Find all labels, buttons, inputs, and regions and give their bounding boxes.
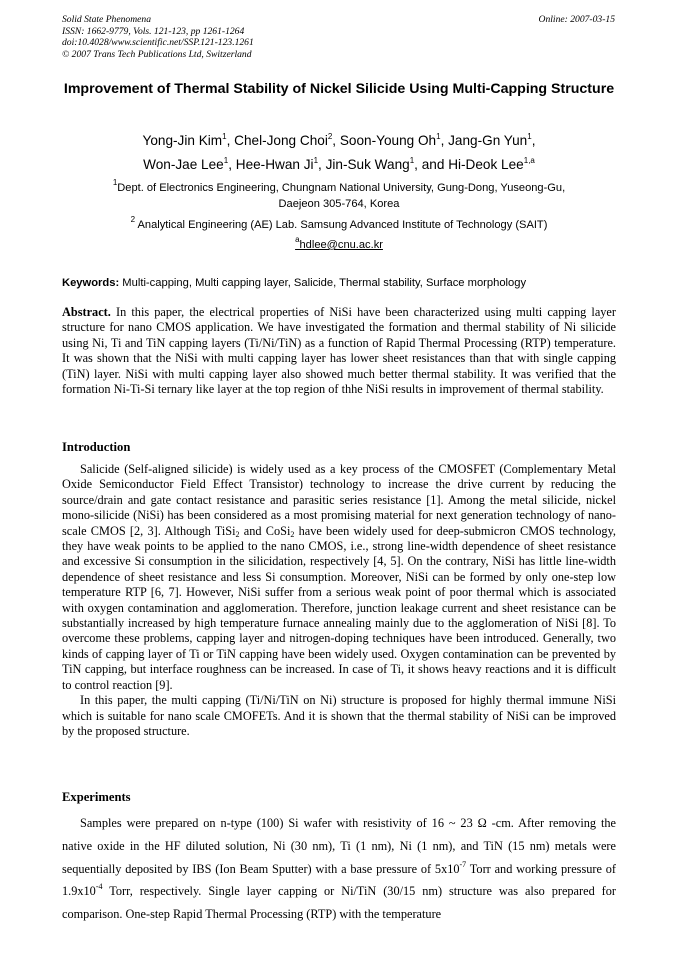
author: Soon-Young Oh [339,133,437,148]
experiments-heading: Experiments [62,790,131,804]
paper-title: Improvement of Thermal Stability of Nickel Silicide Using Multi-Capping Structure [63,81,615,97]
affiliation-2: $^2$ Analytical Engineering (AE) Lab. Samsung Advanced Institute of Technology (SAIT) [130,215,548,231]
keywords [62,276,616,291]
doi-line: doi:10.4028/www.scientific.net/SSP.121-123.1261 [62,37,254,49]
author: Hi-Deok Lee [448,157,524,172]
author-line-1: Yong-Jin Kim$^1$, Chel-Jong Choi$^2$, Soon-Young Oh$^1$, Jang-Gn Yun$^1$, [142,132,536,148]
email-link[interactable]: $^a$hdlee@cnu.ac.kr [295,235,383,251]
author-list [62,129,616,177]
copyright-line: © 2007 Trans Tech Publications Ltd, Switzerland [62,48,252,60]
author-line-2: Won-Jae Lee$^1$, Hee-Hwan Ji$^1$, Jin-Suk Wang$^1$, and Hi-Deok Lee$^{1,a}$ [143,156,535,172]
paragraph: Samples were prepared on n-type (100) Si wafer with resistivity of 16 ~ 23 Ω -cm. After removing the native oxide in the HF diluted solution, Ni (30 nm), Ti (1 nm), Ni (1 nm), and TiN (15 nm) metals were sequentially deposited by IBS (Ion Beam Sputter) with a base pressure of $5x10^{-7}$ Torr and working pressure of $1.9x10^{-4}$ Torr, respectively. Single layer capping or Ni/TiN (30/15 nm) structure was also prepared for comparison. One-step Rapid Thermal Processing (RTP) with the temperature [62,816,616,922]
abstract [62,305,616,397]
experiments-body [62,812,616,926]
introduction-body [62,462,616,739]
issn-line: ISSN: 1662-9779, Vols. 121-123, pp 1261-1264 [62,25,245,37]
online-date: Online: 2007-03-15 [538,14,615,25]
affiliation-1: $^1$Dept. of Electronics Engineering, Chungnam National University, Gung-Dong, Yuseong-Gu, Daejeon 305-764, Korea [112,178,566,210]
paragraph: Salicide (Self-aligned silicide) is widely used as a key process of the CMOSFET (Complementary Metal Oxide Semiconductor Field Effect Transistor) technology to increase the drive current by reducing the source/drain and gate contact resistance and parasitic series resistance [1]. Among the metal silicide, nickel mono-silicide (NiSi) has been considered as a most promising material for next generation technology of nano-scale CMOS [2, 3]. Although TiSi$_2$ and CoSi$_2$ have been widely used for deep-submicron CMOS technology, they have weak points to be applied to the nano CMOS, i.e., strong line-width dependence of sheet resistance and excessive Si consumption in the silicidation, respectively [4, 5]. On the contrary, NiSi has little line-width dependence of sheet resistance and less Si consumption. Moreover, NiSi can be formed by only one-step low temperature RTP [6, 7]. However, NiSi suffer from a serious weak point of poor thermal which is associated with oxygen contamination and agglomeration. Therefore, junction leakage current and sheet resistance can be substantially increased by high temperature furnace annealing mainly due to the agglomeration of NiSi [8]. To overcome these problems, capping layer and nitrogen-doping techniques have been introduced. Generally, two kinds of capping layer of Ti or TiN capping have been widely used. Oxygen contamination can be prevented by TiN capping, but interface roughness can be increased. In case of Ti, it shows heavy reactions and it is difficult to control reaction [9]. [62,462,616,692]
contact-email [62,235,616,253]
abstract-text: In this paper, the electrical properties of NiSi have been characterized using multi capping layer structure for nano CMOS application. We have investigated the formation and thermal stability of Ni silicide using Ni, Ti and TiN capping layers (Ti/Ni/TiN) as a function of Rapid Thermal Processing (RTP) temperature. It was shown that the NiSi with multi capping layer has lower sheet resistances than that with single capping (TiN) layer. NiSi with multi capping layer also showed much better thermal stability. It was verified that the formation Ni-Ti-Si ternary like layer at the top region of thhe NiSi results in improvement of thermal stability. [62,305,616,397]
abstract-label: Abstract. [62,305,111,319]
author: Jin-Suk Wang [325,157,410,172]
keywords-label: Keywords: [62,277,120,289]
author: Hee-Hwan Ji [235,157,314,172]
author: Yong-Jin Kim [142,133,223,148]
journal-header [62,14,615,60]
author: Chel-Jong Choi [234,133,328,148]
author: Won-Jae Lee [143,157,224,172]
keywords-text: Multi-capping, Multi capping layer, Salicide, Thermal stability, Surface morphology [119,277,527,289]
journal-name: Solid State Phenomena [62,14,151,25]
introduction-heading: Introduction [62,440,131,454]
paragraph: In this paper, the multi capping (Ti/Ni/TiN on Ni) structure is proposed for highly thermal immune NiSi which is suitable for nano scale CMOFETs. And it is shown that the thermal stability of NiSi can be improved by the proposed structure. [62,693,616,738]
author: Jang-Gn Yun [448,133,528,148]
